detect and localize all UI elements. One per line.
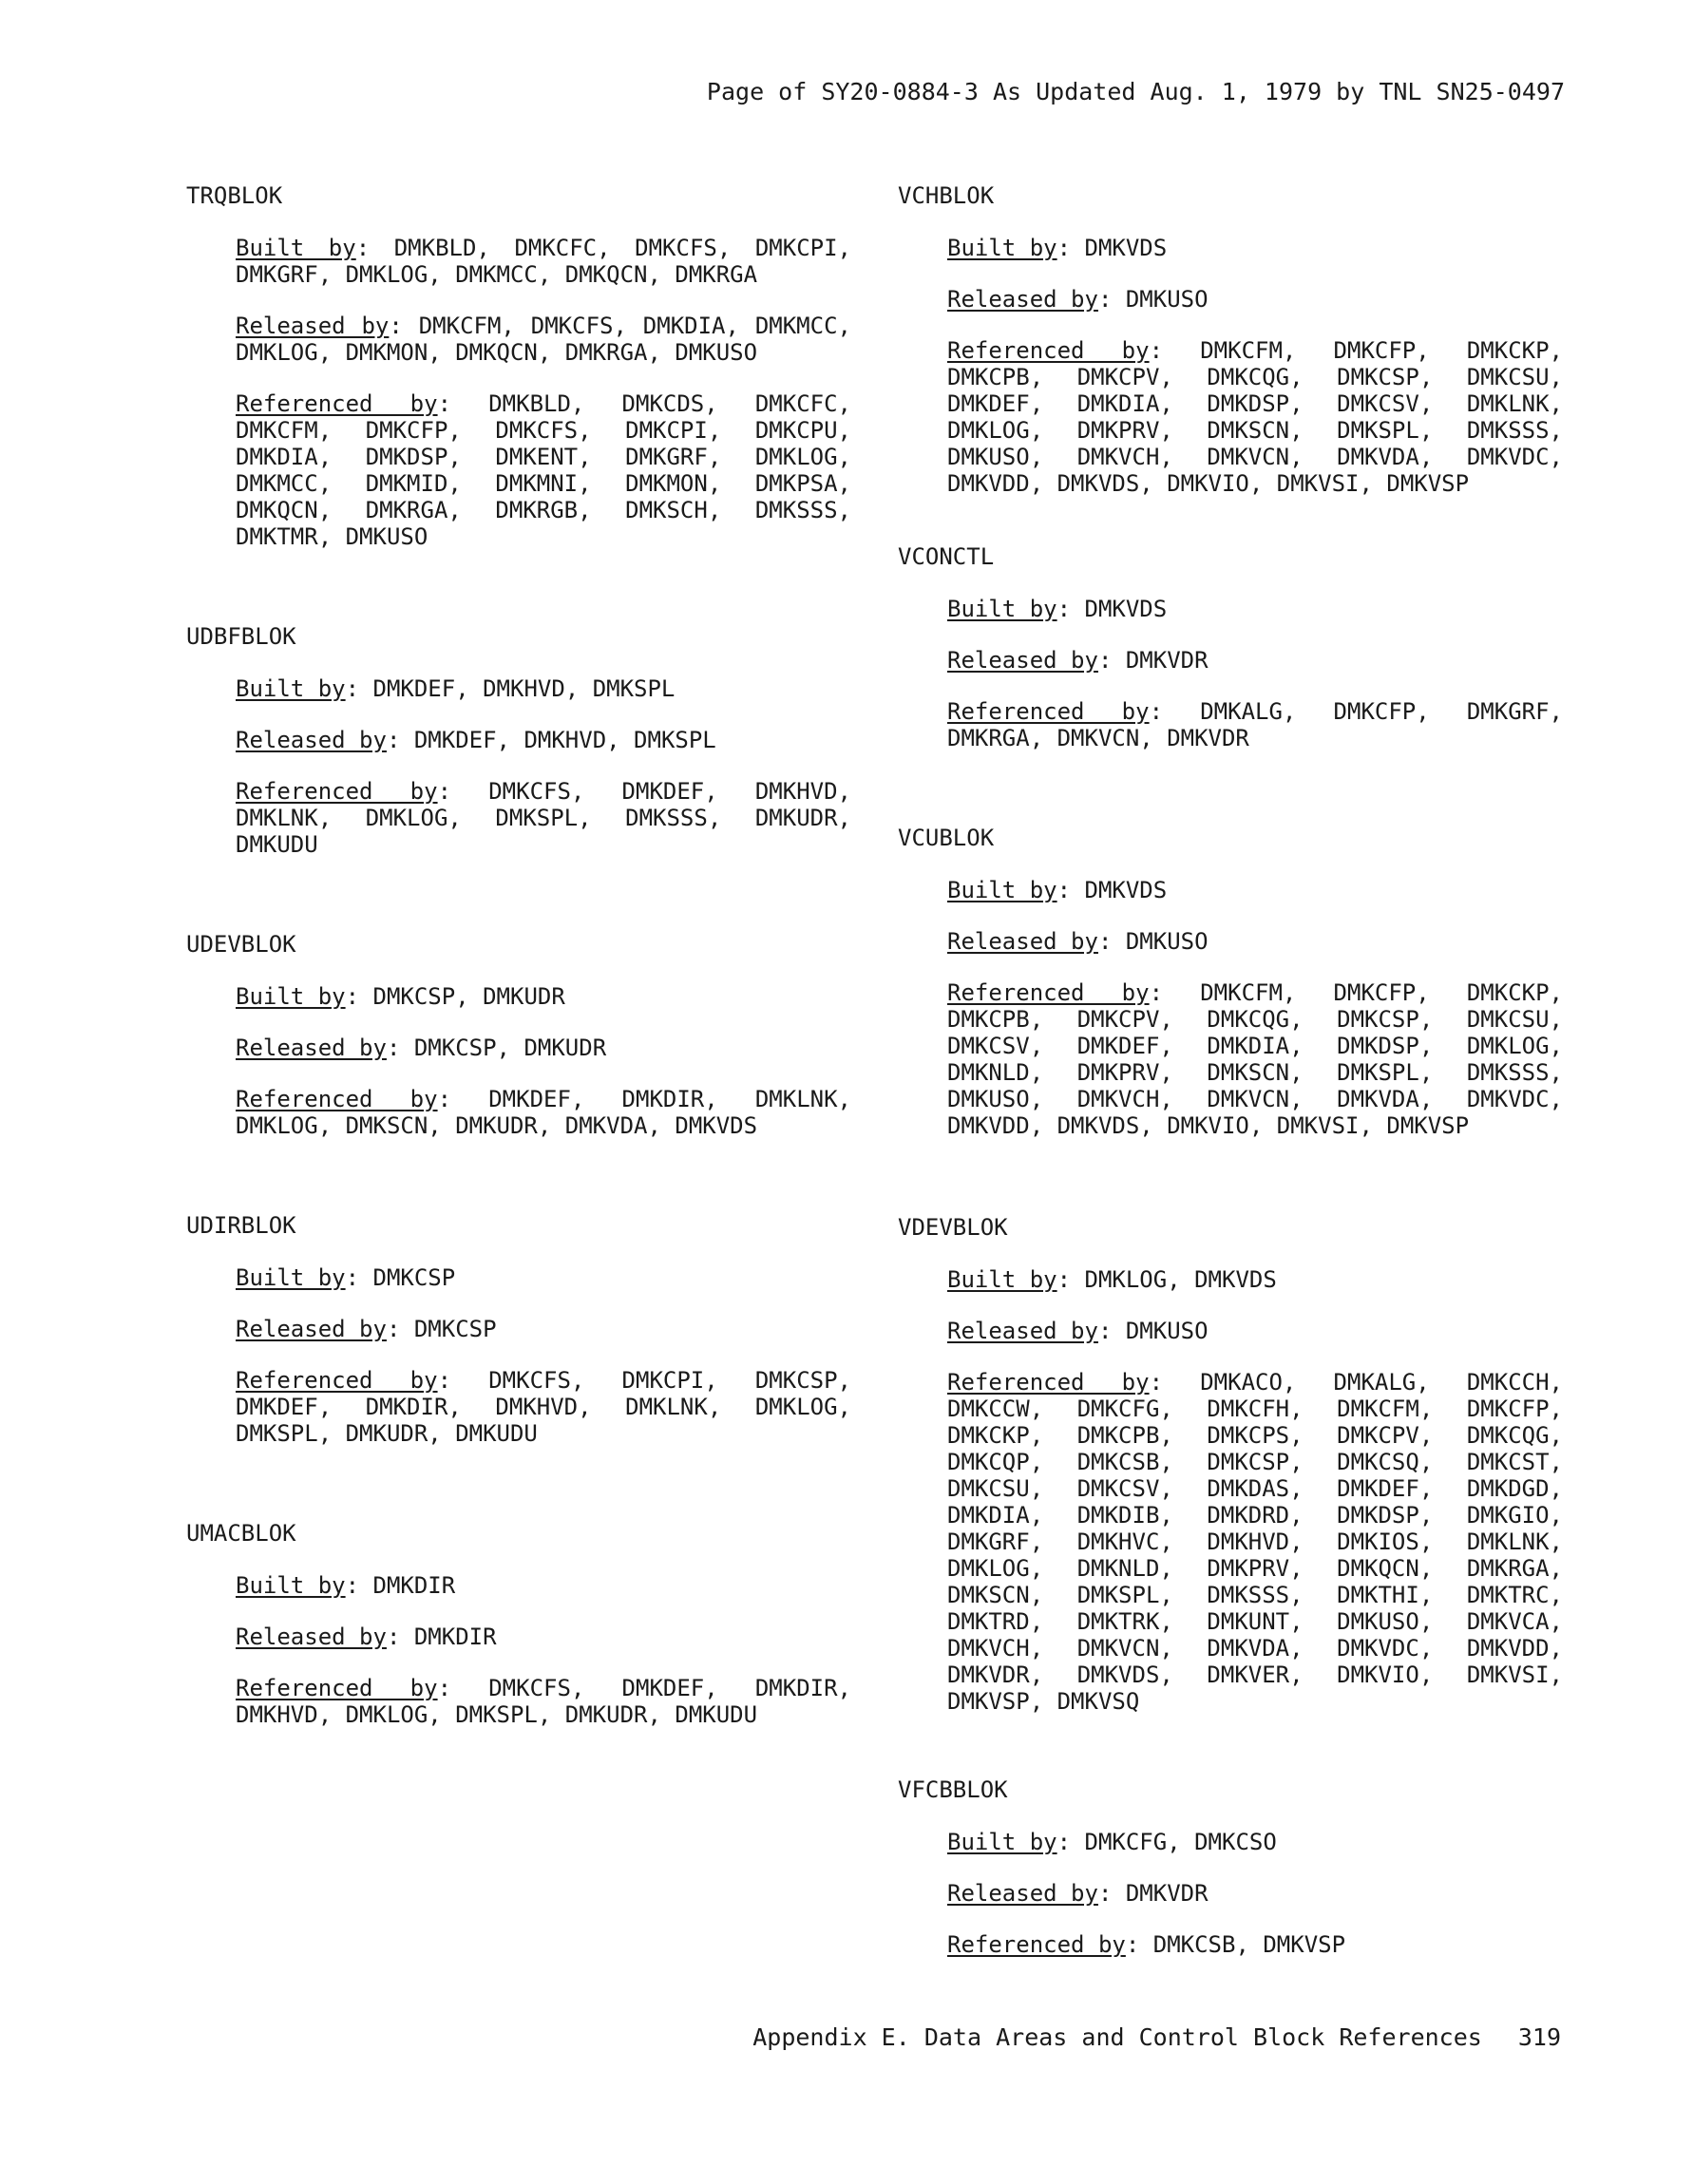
built-by-label: Built by [947,596,1057,622]
built-by-label: Built by [236,675,346,702]
built-by-entry: Built by: DMKVDS [947,877,1168,903]
released-by-label: Released by [236,1624,387,1650]
built-by-list: DMKDEF, DMKHVD, DMKSPL [372,675,676,702]
released-by-list: DMKVDR [1125,647,1209,674]
released-by-list: DMKVDR [1125,1880,1209,1907]
referenced-by-label: Referenced by [947,337,1150,364]
released-by-label: Released by [236,313,390,339]
built-by-label: Built by [236,1264,346,1291]
referenced-by-list: DMKACO, DMKALG, DMKCCH, DMKCCW, DMKCFG, DMKCFH, DMKCFM, DMKCFP, DMKCKP, DMKCPB, DMKCPS, DMKCPV, DMKCQG, DMKCQP, DMKCSB, DMKCSP, DMKCSQ, DMKCST, DMKCSU, DMKCSV, DMKDAS, DMKDEF, DMKDGD, DMKDIA, DMKDIB, DMKDRD, DMKDSP, DMKGIO, DMKGRF, DMKHVC, DMKHVD, DMKIOS, DMKLNK, DMKLOG, DMKNLD, DMKPRV, DMKQCN, DMKRGA, DMKSCN, DMKSPL, DMKSSS, DMKTHI, DMKTRC, DMKTRD, DMKTRK, DMKUNT, DMKUSO, DMKVCA, DMKVCH, DMKVCN, DMKVDA, DMKVDC, DMKVDD, DMKVDR, DMKVDS, DMKVER, DMKVIO, DMKVSI, DMKVSP, DMKVSQ [947,1369,1564,1715]
released-by-entry: Released by: DMKCSP [236,1316,497,1342]
block-vfcbblok [898,1776,1582,1958]
released-by-entry: Released by: DMKCSP, DMKUDR [236,1035,607,1061]
referenced-by-list: DMKCFS, DMKCPI, DMKCSP, DMKDEF, DMKDIR, DMKHVD, DMKLNK, DMKLOG, DMKSPL, DMKUDR, DMKUDU [236,1367,852,1447]
released-by-label: Released by [236,1316,387,1342]
built-by-label: Built by [947,1266,1057,1293]
released-by-list: DMKCFM, DMKCFS, DMKDIA, DMKMCC, DMKLOG, DMKMON, DMKQCN, DMKRGA, DMKUSO [236,313,851,366]
referenced-by-entry: Referenced by: DMKCSB, DMKVSP [947,1931,1346,1958]
referenced-by-entry: Referenced by: DMKCFS, DMKDEF, DMKDIR, DMKHVD, DMKLOG, DMKSPL, DMKUDR, DMKUDU [236,1675,852,1728]
referenced-by-list: DMKCFM, DMKCFP, DMKCKP, DMKCPB, DMKCPV, DMKCQG, DMKCSP, DMKCSU, DMKCSV, DMKDEF, DMKDIA, DMKDSP, DMKLOG, DMKNLD, DMKPRV, DMKSCN, DMKSPL, DMKSSS, DMKUSO, DMKVCH, DMKVCN, DMKVDA, DMKVDC, DMKVDD, DMKVDS, DMKVIO, DMKVSI, DMKVSP [947,979,1564,1139]
block-umacblok [186,1519,870,1728]
block-vdevblok [898,1213,1582,1715]
block-title: VCHBLOK [898,182,995,209]
built-by-list: DMKBLD, DMKCFC, DMKCFS, DMKCPI, DMKGRF, DMKLOG, DMKMCC, DMKQCN, DMKRGA [236,235,851,288]
referenced-by-label: Referenced by [947,979,1150,1006]
block-title: UDEVBLOK [186,931,296,958]
released-by-list: DMKCSP, DMKUDR [413,1035,607,1061]
released-by-list: DMKUSO [1125,928,1209,955]
block-title: TRQBLOK [186,182,283,209]
referenced-by-label: Referenced by [947,698,1150,725]
released-by-entry: Released by: DMKUSO [947,286,1209,313]
block-vcublok [898,824,1582,1139]
block-trqblok [186,181,870,550]
built-by-entry: Built by: DMKCSP [236,1264,456,1291]
released-by-entry: Released by: DMKVDR [947,1880,1209,1907]
built-by-list: DMKVDS [1084,596,1168,622]
released-by-label: Released by [947,647,1098,674]
referenced-by-list: DMKBLD, DMKCDS, DMKCFC, DMKCFM, DMKCFP, DMKCFS, DMKCPI, DMKCPU, DMKDIA, DMKDSP, DMKENT, DMKGRF, DMKLOG, DMKMCC, DMKMID, DMKMNI, DMKMON, DMKPSA, DMKQCN, DMKRGA, DMKRGB, DMKSCH, DMKSSS, DMKTMR, DMKUSO [236,390,852,550]
referenced-by-list: DMKALG, DMKCFP, DMKGRF, DMKRGA, DMKVCN, DMKVDR [947,698,1564,751]
built-by-label: Built by [236,235,356,261]
built-by-entry: Built by: DMKVDS [947,596,1168,622]
built-by-label: Built by [236,983,346,1010]
released-by-entry: Released by: DMKDIR [236,1624,497,1650]
referenced-by-entry: Referenced by: DMKCFS, DMKCPI, DMKCSP, DMKDEF, DMKDIR, DMKHVD, DMKLNK, DMKLOG, DMKSPL, DMKUDR, DMKUDU [236,1367,852,1447]
referenced-by-entry: Referenced by: DMKALG, DMKCFP, DMKGRF, DMKRGA, DMKVCN, DMKVDR [947,698,1564,751]
referenced-by-entry: Referenced by: DMKCFM, DMKCFP, DMKCKP, DMKCPB, DMKCPV, DMKCQG, DMKCSP, DMKCSU, DMKDEF, DMKDIA, DMKDSP, DMKCSV, DMKLNK, DMKLOG, DMKPRV, DMKSCN, DMKSPL, DMKSSS, DMKUSO, DMKVCH, DMKVCN, DMKVDA, DMKVDC, DMKVDD, DMKVDS, DMKVIO, DMKVSI, DMKVSP [947,337,1564,497]
block-vchblok [898,181,1582,497]
built-by-entry: Built by: DMKVDS [947,235,1168,261]
page-footer [752,2023,1561,2051]
released-by-label: Released by [947,1880,1098,1907]
block-title: VFCBBLOK [898,1776,1008,1803]
referenced-by-label: Referenced by [236,1367,438,1394]
referenced-by-list: DMKCFS, DMKDEF, DMKHVD, DMKLNK, DMKLOG, DMKSPL, DMKSSS, DMKUDR, DMKUDU [236,778,852,858]
page-number: 319 [1517,2023,1561,2051]
built-by-list: DMKCFG, DMKCSO [1084,1829,1277,1855]
block-udevblok [186,930,870,1139]
right-column [898,181,1582,1958]
released-by-list: DMKUSO [1125,286,1209,313]
built-by-list: DMKVDS [1084,235,1168,261]
built-by-list: DMKVDS [1084,877,1168,903]
built-by-list: DMKDIR [372,1572,456,1599]
referenced-by-list: DMKCSB, DMKVSP [1152,1931,1346,1958]
built-by-list: DMKLOG, DMKVDS [1084,1266,1277,1293]
released-by-label: Released by [947,928,1098,955]
block-title: VCONCTL [898,543,995,570]
released-by-entry: Released by: DMKCFM, DMKCFS, DMKDIA, DMKMCC, DMKLOG, DMKMON, DMKQCN, DMKRGA, DMKUSO [236,313,851,366]
block-udbfblok [186,622,870,858]
built-by-entry: Built by: DMKLOG, DMKVDS [947,1266,1277,1293]
built-by-label: Built by [947,1829,1057,1855]
block-title: UMACBLOK [186,1520,296,1547]
released-by-label: Released by [947,286,1098,313]
built-by-entry: Built by: DMKCFG, DMKCSO [947,1829,1277,1855]
block-udirblok [186,1211,870,1447]
built-by-list: DMKCSP, DMKUDR [372,983,565,1010]
released-by-entry: Released by: DMKDEF, DMKHVD, DMKSPL [236,727,716,753]
built-by-entry: Built by: DMKBLD, DMKCFC, DMKCFS, DMKCPI, DMKGRF, DMKLOG, DMKMCC, DMKQCN, DMKRGA [236,235,851,288]
released-by-list: DMKUSO [1125,1318,1209,1344]
block-vconctl [898,542,1582,751]
left-column [186,181,870,1728]
block-title: UDIRBLOK [186,1212,296,1239]
footer-title: Appendix E. Data Areas and Control Block References [752,2023,1482,2051]
built-by-label: Built by [947,235,1057,261]
referenced-by-entry: Referenced by: DMKBLD, DMKCDS, DMKCFC, DMKCFM, DMKCFP, DMKCFS, DMKCPI, DMKCPU, DMKDIA, DMKDSP, DMKENT, DMKGRF, DMKLOG, DMKMCC, DMKMID, DMKMNI, DMKMON, DMKPSA, DMKQCN, DMKRGA, DMKRGB, DMKSCH, DMKSSS, DMKTMR, DMKUSO [236,390,852,550]
released-by-list: DMKCSP [413,1316,497,1342]
referenced-by-label: Referenced by [236,778,438,805]
referenced-by-entry: Referenced by: DMKDEF, DMKDIR, DMKLNK, DMKLOG, DMKSCN, DMKUDR, DMKVDA, DMKVDS [236,1086,852,1139]
page-header: Page of SY20-0884-3 As Updated Aug. 1, 1979 by TNL SN25-0497 [706,78,1565,105]
referenced-by-list: DMKCFS, DMKDEF, DMKDIR, DMKHVD, DMKLOG, DMKSPL, DMKUDR, DMKUDU [236,1675,852,1728]
built-by-list: DMKCSP [372,1264,456,1291]
released-by-label: Released by [947,1318,1098,1344]
built-by-entry: Built by: DMKDIR [236,1572,456,1599]
released-by-label: Released by [236,727,387,753]
referenced-by-label: Referenced by [947,1931,1126,1958]
referenced-by-list: DMKCFM, DMKCFP, DMKCKP, DMKCPB, DMKCPV, DMKCQG, DMKCSP, DMKCSU, DMKDEF, DMKDIA, DMKDSP, DMKCSV, DMKLNK, DMKLOG, DMKPRV, DMKSCN, DMKSPL, DMKSSS, DMKUSO, DMKVCH, DMKVCN, DMKVDA, DMKVDC, DMKVDD, DMKVDS, DMKVIO, DMKVSI, DMKVSP [947,337,1564,497]
referenced-by-entry: Referenced by: DMKACO, DMKALG, DMKCCH, DMKCCW, DMKCFG, DMKCFH, DMKCFM, DMKCFP, DMKCKP, DMKCPB, DMKCPS, DMKCPV, DMKCQG, DMKCQP, DMKCSB, DMKCSP, DMKCSQ, DMKCST, DMKCSU, DMKCSV, DMKDAS, DMKDEF, DMKDGD, DMKDIA, DMKDIB, DMKDRD, DMKDSP, DMKGIO, DMKGRF, DMKHVC, DMKHVD, DMKIOS, DMKLNK, DMKLOG, DMKNLD, DMKPRV, DMKQCN, DMKRGA, DMKSCN, DMKSPL, DMKSSS, DMKTHI, DMKTRC, DMKTRD, DMKTRK, DMKUNT, DMKUSO, DMKVCA, DMKVCH, DMKVCN, DMKVDA, DMKVDC, DMKVDD, DMKVDR, DMKVDS, DMKVER, DMKVIO, DMKVSI, DMKVSP, DMKVSQ [947,1369,1564,1715]
released-by-entry: Released by: DMKUSO [947,928,1209,955]
built-by-label: Built by [947,877,1057,903]
block-title: VDEVBLOK [898,1214,1008,1241]
referenced-by-label: Referenced by [236,390,438,417]
released-by-list: DMKDIR [413,1624,497,1650]
released-by-list: DMKDEF, DMKHVD, DMKSPL [413,727,716,753]
built-by-entry: Built by: DMKCSP, DMKUDR [236,983,565,1010]
referenced-by-entry: Referenced by: DMKCFS, DMKDEF, DMKHVD, DMKLNK, DMKLOG, DMKSPL, DMKSSS, DMKUDR, DMKUDU [236,778,852,858]
referenced-by-list: DMKDEF, DMKDIR, DMKLNK, DMKLOG, DMKSCN, DMKUDR, DMKVDA, DMKVDS [236,1086,852,1139]
block-title: VCUBLOK [898,825,995,851]
referenced-by-label: Referenced by [236,1086,438,1112]
referenced-by-label: Referenced by [236,1675,438,1701]
referenced-by-entry: Referenced by: DMKCFM, DMKCFP, DMKCKP, DMKCPB, DMKCPV, DMKCQG, DMKCSP, DMKCSU, DMKCSV, DMKDEF, DMKDIA, DMKDSP, DMKLOG, DMKNLD, DMKPRV, DMKSCN, DMKSPL, DMKSSS, DMKUSO, DMKVCH, DMKVCN, DMKVDA, DMKVDC, DMKVDD, DMKVDS, DMKVIO, DMKVSI, DMKVSP [947,979,1564,1139]
built-by-label: Built by [236,1572,346,1599]
released-by-label: Released by [236,1035,387,1061]
released-by-entry: Released by: DMKVDR [947,647,1209,674]
block-title: UDBFBLOK [186,623,296,650]
released-by-entry: Released by: DMKUSO [947,1318,1209,1344]
built-by-entry: Built by: DMKDEF, DMKHVD, DMKSPL [236,675,676,702]
referenced-by-label: Referenced by [947,1369,1150,1396]
